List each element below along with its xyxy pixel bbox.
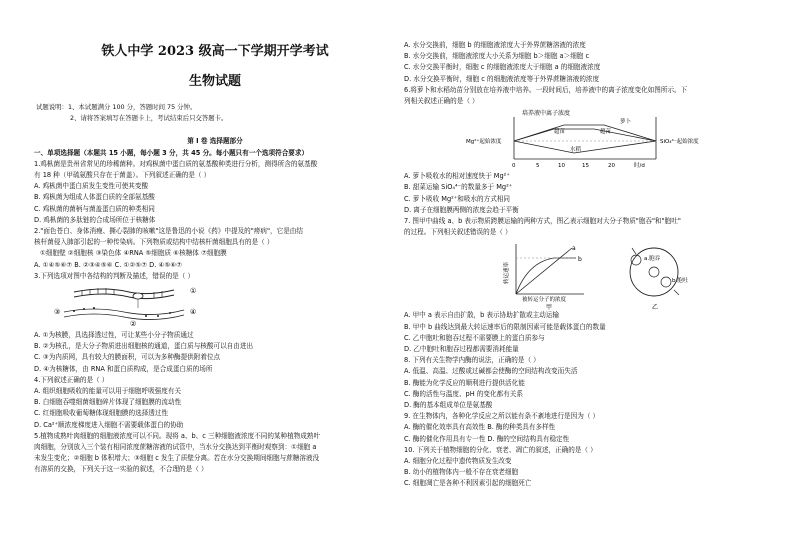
option-line: B. 幼小的植物体内一般不存在衰老细胞	[404, 468, 519, 477]
diagram-label-1: ①	[190, 287, 197, 296]
chart2-caption-right: 乙	[652, 304, 659, 311]
chart1-series-3: 水稻	[570, 147, 582, 154]
option-line: A. ①④⑤⑥⑦ B. ②③④⑤⑥ C. ①②⑤⑦ D. ④⑤⑥⑦	[34, 260, 183, 269]
question-line: 肉细胞，分别放入三个装有相同浓度蔗糖溶液的试管中，当水分交换达到平衡时观察到：①细胞 a	[34, 443, 317, 452]
option-line: ①细胞壁 ②细胞核 ③染色体 ④RNA ⑤细胞质 ⑥核糖体 ⑦细胞膜	[40, 249, 227, 258]
option-line: B. 酶能为化学反应的顺利进行提供活化能	[404, 378, 525, 387]
option-line: D. ④为核糖体，由 RNA 和蛋白质构成，是合成蛋白质的场所	[34, 364, 213, 373]
exam-notes	[34, 102, 396, 124]
right-block-c	[404, 310, 764, 489]
chart1-tick: 20	[608, 163, 615, 170]
question-line: 核杆菌侵入肺部引起的一种传染病。下列物质或结构中结核杆菌细胞具有的是（ ）	[34, 238, 274, 247]
option-line: B. ②为核孔，是大分子物质进出细胞核的通道，蛋白质与核酸可以自由进出	[34, 342, 254, 351]
diagram-label-3: ③	[54, 308, 61, 317]
right-block-b	[404, 171, 764, 238]
chart1-top-label: 培养液中离子浓度	[522, 110, 571, 118]
option-line: A. 酶的催化效率具有高效性 B. 酶的种类具有多样性	[404, 423, 556, 432]
option-line: D. 乙中胞吐和胞吞过程都需要消耗能量	[404, 345, 519, 354]
right-block-a	[404, 40, 764, 107]
chart2-caption-left: 甲	[546, 304, 553, 311]
nucleus-diagram	[34, 282, 396, 330]
chart1-left-label: Mg²⁺起始浓度	[466, 139, 502, 146]
option-line: B. 鸡枞菌为组成人体蛋白质的全部氨基酸	[34, 193, 155, 202]
left-column	[34, 40, 396, 476]
chart1-series-1: 超苗	[554, 129, 566, 136]
option-line: D. 水分交换平衡时，细胞 c 的细胞液浓度等于外界蔗糖溶液的浓度	[404, 74, 600, 83]
question-line: 未发生变化；②细胞 b 体积增大；③细胞 c 发生了质壁分离。若在水分交换期间细胞与蔗糖溶液没	[34, 454, 320, 463]
option-line: C. 红细胞吸收葡萄糖体现细胞膜的选择透过性	[34, 409, 169, 418]
chart2-b-label: b	[578, 256, 582, 264]
chart2-ylabel: 转运速率	[504, 262, 510, 285]
option-line: A. 细胞分化过程中遗传物质发生改变	[404, 457, 512, 466]
option-line: D. 离子在细胞膜两侧的浓度会趋于平衡	[404, 205, 519, 214]
note-line: 2、请将答案填写在答题卡上，考试结束后只交答题卡。	[70, 114, 228, 123]
option-line: A. 鸡枞菌中蛋白质发生变性可使其变酸	[34, 182, 149, 191]
question-line: 列相关叙述正确的是（ ）	[404, 97, 479, 106]
question-line: 7. 图甲中曲线 a、b 表示物质跨膜运输的两种方式，图乙表示细胞对大分子物质"胞吞"和"胞吐"	[404, 217, 681, 226]
question-line: 3.下列选项对图中各结构的判断及描述，错误的是（ ）	[34, 271, 195, 280]
chart1-tick: 5	[536, 163, 540, 170]
diagram-label-2: ②	[130, 320, 137, 329]
chart1-tick: 0	[512, 163, 516, 170]
cell-label-a: a.胞吞	[644, 256, 661, 263]
chart1-tick: 15	[582, 163, 589, 170]
section-heading: 一、单项选择题（本题共 15 小题，每小题 3 分，共 45 分。每小题只有一个选项符合要求）	[34, 148, 309, 157]
question-line: 6.将萝卜和水稻幼苗分别放在培养液中培养。一段时间后，培养液中的离子浓度变化如图所示。下	[404, 85, 688, 94]
option-line: A. 组织细胞吸收的能量可以用于细胞呼吸强度有关	[34, 387, 182, 396]
question-line: 9. 在生物体内，各种化学反应之所以能有条不紊地进行是因为（ ）	[404, 412, 600, 421]
part-heading: 第 I 卷 选择题部分	[187, 137, 243, 146]
chart1-series-2: 萝卜	[620, 119, 632, 126]
option-line: A. ①为核膜，具选择透过性，可让某些小分子物质通过	[34, 331, 194, 340]
note-line: 试题说明：1、本试题满分 100 分，答题时间 75 分钟。	[36, 103, 197, 111]
question-line: 4.下列叙述正确的是（ ）	[34, 375, 109, 384]
option-line: A. 水分交换前，细胞 b 的细胞液浓度大于外界蔗糖溶液的浓度	[404, 41, 586, 49]
question-line: 的过程。下列相关叙述错误的是（ ）	[404, 228, 512, 237]
option-line: A. 萝卜吸收水的相对速度快于 Mg²⁺	[404, 172, 510, 181]
exam-title: 铁人中学 2023 级高一下学期开学考试	[101, 44, 329, 59]
question-line: 1.鸡枞菌是贵州省常见的珍稀菌种。对鸡枞菌中蛋白质的氨基酸种类进行分析，测得所含的氨基酸	[34, 159, 318, 168]
cell-label-b: b.胞吐	[672, 278, 689, 285]
question-line: 有 18 种（甲硫氨酸只存在于菌盖）。下列叙述正确的是（ ）	[34, 171, 211, 180]
chart2-a-label: a	[572, 245, 576, 253]
option-line: C. 萝卜吸收 Mg²⁺和吸水的方式相同	[404, 194, 511, 203]
question-line: 2."面色苍白、身体消瘦、撕心裂肺的咳嗽"这是鲁迅的小说《药》中提及的"痨病"，它是由结	[34, 227, 303, 236]
question-line: 5.植物成熟叶肉细胞的细胞液浓度可以不同。现将 a、b、c 三种细胞液浓度不同的某种植物成熟叶	[34, 431, 321, 440]
chart2-xlabel: 被转运分子的浓度	[522, 297, 567, 304]
exam-subtitle: 生物试题	[188, 74, 241, 89]
transport-diagram	[404, 238, 764, 310]
question-line: 有溶质的交换，下列关于这一实验的叙述，不合理的是（ ）	[34, 465, 208, 474]
option-line: C. 水分交换平衡时，细胞 c 的细胞液浓度大于细胞 a 的细胞液浓度	[404, 63, 601, 72]
questions-block-b	[34, 330, 396, 476]
option-line: C. 细胞凋亡是各种不利因素引起的细胞死亡	[404, 479, 532, 488]
option-line: C. 酶的活性与温度、pH 的变化都有关系	[404, 389, 523, 398]
chart1-x-unit: 时/d	[634, 163, 645, 170]
questions-block-a	[34, 159, 396, 282]
diagram-label-4: ④	[190, 308, 197, 317]
right-column	[404, 40, 764, 490]
question-line: 8. 下列有关生物学内酶的说法，正确的是（ ）	[404, 356, 540, 365]
option-line: C. 乙中胞吐和胞吞过程不需要膜上的蛋白质参与	[404, 333, 545, 342]
ion-concentration-chart	[404, 107, 764, 171]
chart1-series-4: 超苗	[600, 129, 612, 136]
option-line: C. ③为内质网，具有较大的膜面积，可以为多种酶提供附着位点	[34, 353, 221, 362]
option-line: D. 酶的基本组成单位是氨基酸	[404, 401, 493, 410]
option-line: D. Ca²⁺顺浓度梯度进入细胞不需要载体蛋白的协助	[34, 420, 184, 429]
option-line: D. 鸡枞菌的多肽链的合成场所位于核糖体	[34, 215, 156, 224]
question-line: 10. 下列关于植物细胞的分化、衰老、凋亡的叙述，正确的是（ ）	[404, 445, 597, 454]
option-line: C. 鸡枞菌的菌柄与菌盖蛋白质的种类相同	[34, 204, 155, 213]
chart1-right-label: SiO₄⁴⁻起始浓度	[660, 139, 699, 146]
option-line: B. 甜菜运输 SiO₄⁴⁻的数量多于 Mg²⁺	[404, 183, 513, 192]
option-line: B. 白细胞吞噬细菌细胞碎片体现了细胞膜的流动性	[34, 398, 182, 407]
option-line: C. 酶的催化作用具有专一性 D. 酶的空间结构具有稳定性	[404, 434, 570, 443]
option-line: B. 甲中 b 曲线达到最大转运速率后的限制因素可能是载体蛋白的数量	[404, 322, 606, 331]
option-line: A. 低温、高温、过酸或过碱都会使酶的空间结构改变而失活	[404, 367, 578, 376]
option-line: B. 水分交换前，细胞液浓度大小关系为细胞 b＞细胞 a＞细胞 c	[404, 52, 590, 61]
option-line: A. 甲中 a 表示自由扩散，b 表示协助扩散或主动运输	[404, 311, 559, 320]
chart1-tick: 10	[558, 163, 565, 170]
